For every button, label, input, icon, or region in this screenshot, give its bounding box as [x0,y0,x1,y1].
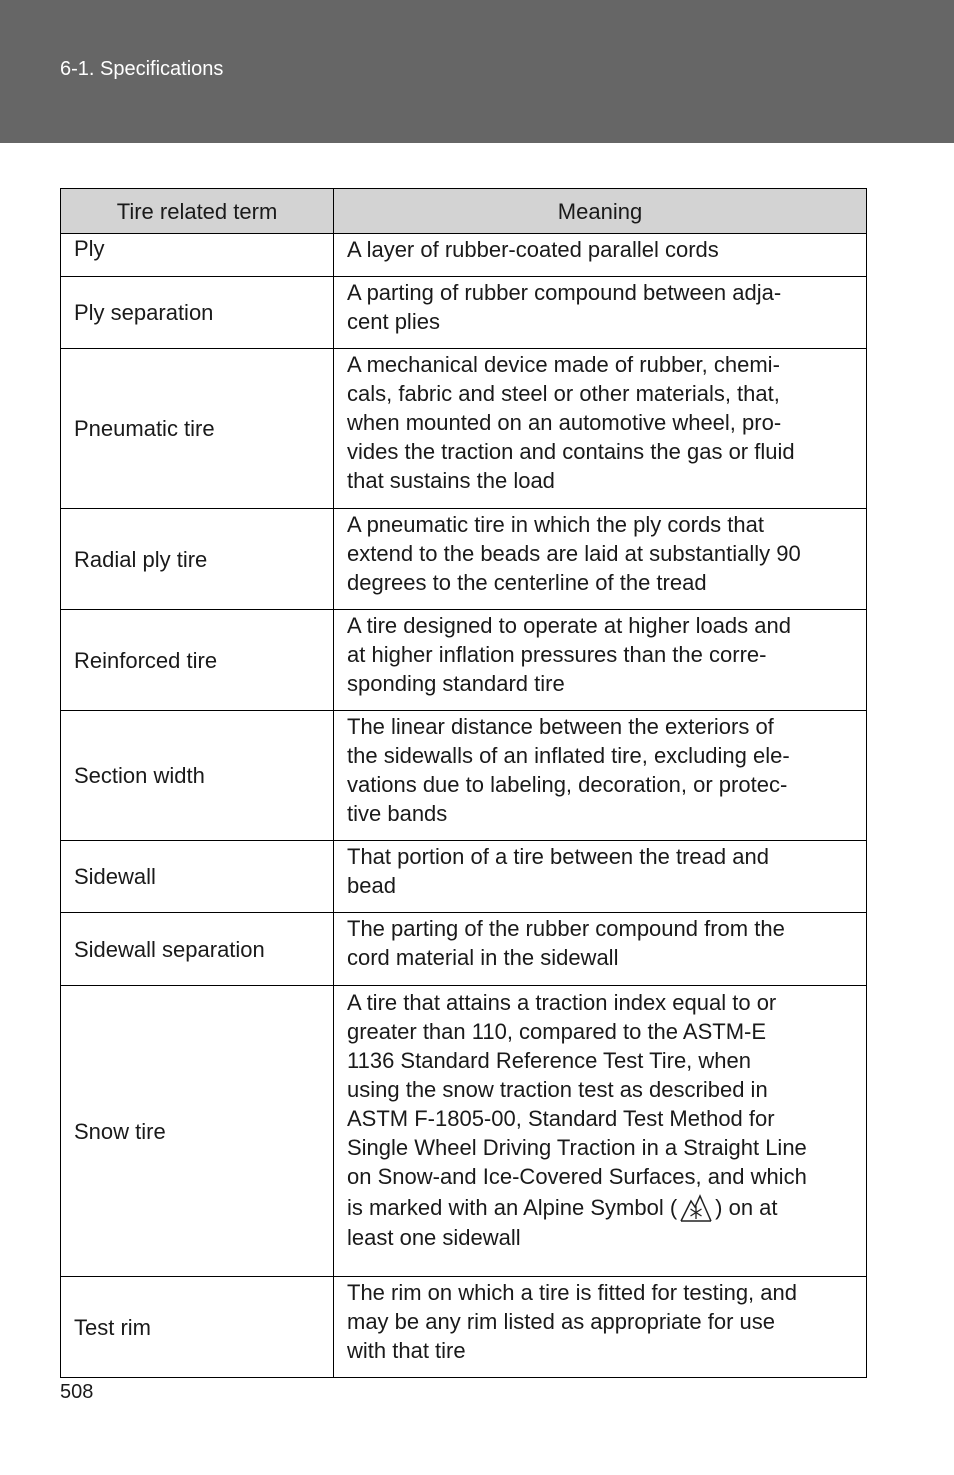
table-row [61,509,867,610]
tire-terms-table [60,188,867,1378]
meaning-cell: The rim on which a tire is fitted for testing, and may be any rim listed as appropriate for use with that tire [334,1277,867,1378]
meaning-cell: That portion of a tire between the tread and bead [334,841,867,913]
table-row [61,841,867,913]
table-header-row [61,189,867,234]
meaning-cell: A layer of rubber-coated parallel cords [334,234,867,277]
term-cell: Reinforced tire [61,610,334,711]
table-row [61,234,867,277]
table-row [61,986,867,1277]
table-row [61,711,867,841]
table-row [61,277,867,349]
header-bar [0,0,954,143]
table-body [61,234,867,1378]
term-cell: Ply [61,234,334,277]
column-header-meaning: Meaning [334,189,867,234]
meaning-text-after-icon: ) on at least one sidewall [347,1195,778,1250]
column-header-term: Tire related term [61,189,334,234]
table-row [61,610,867,711]
page-number: 508 [60,1381,94,1403]
meaning-cell: The parting of the rubber compound from the cord material in the sidewall [334,913,867,986]
table-row [61,349,867,509]
meaning-cell: A pneumatic tire in which the ply cords that extend to the beads are laid at substantially 90 degrees to the centerline of the tread [334,509,867,610]
meaning-text-before-icon: A tire that attains a traction index equal to or greater than 110, compared to the ASTM-E 1136 Standard Reference Test Tire, when using the snow traction test as described in ASTM F-1805-00, Standard Test Method for Single Wheel Driving Traction in a Straight Line on Snow-and Ice-Covered Surfaces, and which is marked with an Alpine Symbol ( [347,990,807,1220]
term-cell: Sidewall [61,841,334,913]
term-cell: Sidewall separation [61,913,334,986]
meaning-cell: A parting of rubber compound between adja- cent plies [334,277,867,349]
term-cell: Test rim [61,1277,334,1378]
term-cell: Section width [61,711,334,841]
meaning-cell: A tire designed to operate at higher loads and at higher inflation pressures than the corre- sponding standard tire [334,610,867,711]
meaning-cell [334,986,867,1277]
section-title: 6-1. Specifications [60,58,224,80]
table-row [61,913,867,986]
table-row [61,1277,867,1378]
term-cell: Pneumatic tire [61,349,334,509]
term-cell: Snow tire [61,986,334,1277]
meaning-cell: A mechanical device made of rubber, chemi- cals, fabric and steel or other materials, that, when mounted on an automotive wheel, pro- vides the traction and contains the gas or fluid that sustains the load [334,349,867,509]
term-cell: Ply separation [61,277,334,349]
alpine-symbol-icon [679,1191,713,1223]
meaning-cell: The linear distance between the exteriors of the sidewalls of an inflated tire, excluding ele- vations due to labeling, decoration, or protec- tive bands [334,711,867,841]
term-cell: Radial ply tire [61,509,334,610]
